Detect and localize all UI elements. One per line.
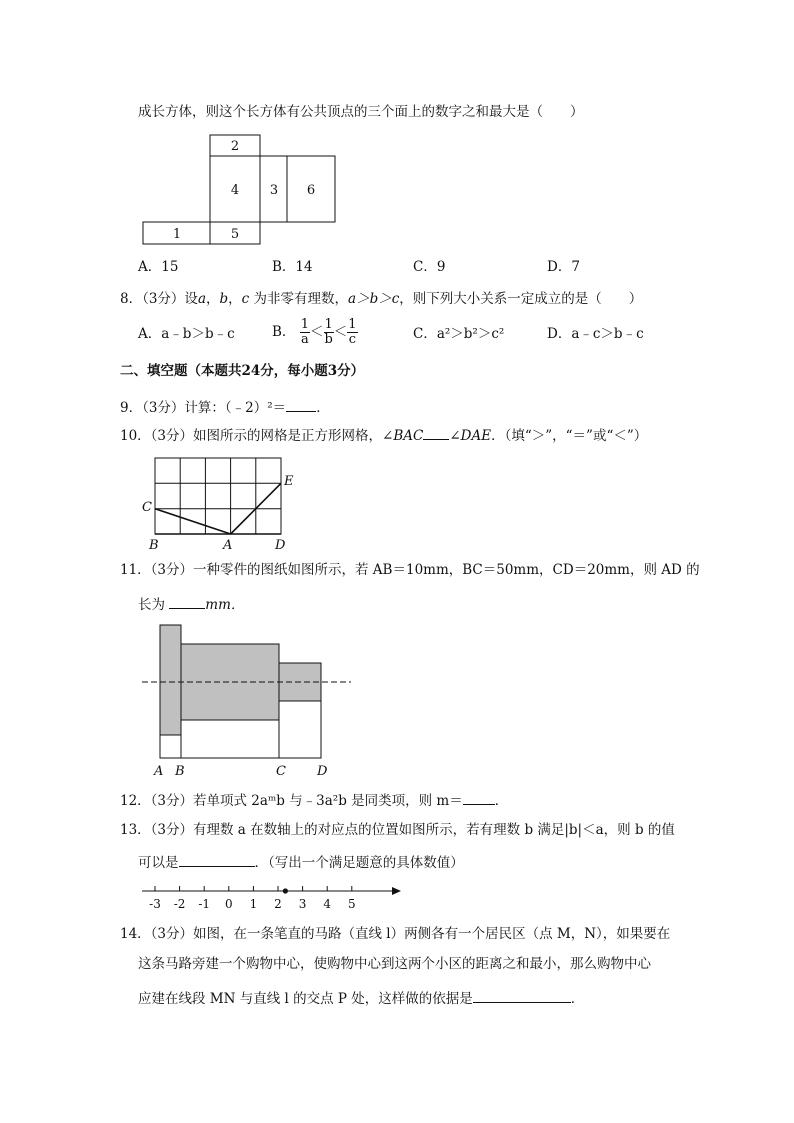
net-label: 4: [230, 183, 240, 198]
q8-option-c: C．a²＞b²＞c²: [413, 326, 505, 342]
point-label: E: [284, 474, 294, 489]
q7-option-d: D．7: [547, 259, 580, 275]
q8-option-a: A．a﹣b＞b﹣c: [138, 326, 235, 342]
number-line: [138, 880, 408, 914]
q13-line1: 13．（3分）有理数 a 在数轴上的对应点的位置如图所示，若有理数 b 满足|b|＜a，则 b 的值: [120, 822, 675, 838]
point-label: D: [275, 538, 286, 553]
q7-option-a: A．15: [138, 259, 179, 275]
arrow-head: [392, 887, 401, 895]
q14-line1: 14．（3分）如图，在一条笔直的马路（直线 l）两侧各有一个居民区（点 M，N），如果要在: [120, 926, 671, 942]
q11-line2: 长为 mm．: [138, 594, 244, 614]
tick-label: -2: [173, 897, 186, 911]
q8-option-d: D．a﹣c＞b﹣c: [547, 326, 644, 342]
point-label: B: [149, 538, 159, 553]
point-label: D: [317, 764, 328, 779]
tick-label: 2: [274, 897, 282, 911]
cube-net-figure: [140, 131, 340, 249]
tick-label: 5: [347, 897, 356, 911]
tick-label: 0: [224, 897, 233, 911]
segment-ca: [155, 509, 231, 534]
tick-label: -1: [198, 897, 211, 911]
q11-part-figure: [138, 620, 358, 782]
point-a-marker: [283, 888, 288, 893]
part-section-ab: [160, 625, 181, 735]
net-label: 2: [230, 139, 240, 154]
q9: 9．（3分）计算：（﹣2）²＝ ．: [120, 397, 330, 417]
q7-option-c: C．9: [413, 259, 446, 275]
net-label: 6: [306, 183, 316, 198]
point-label: B: [175, 764, 185, 779]
point-label: A: [223, 538, 233, 553]
tick-label: 3: [298, 897, 307, 911]
q8-option-b: B． $\frac{1}{a}$ ＜ $\frac{1}{b}$ ＜ $\frac{1}{c}$: [272, 317, 357, 347]
q12: 12．（3分）若单项式 2aᵐb 与﹣3a²b 是同类项，则 m＝ ．: [120, 790, 508, 810]
tick-label: -3: [149, 897, 161, 911]
q7-option-b: B．14: [272, 259, 313, 275]
point-label: C: [142, 500, 152, 515]
q14-line3: 应建在线段 MN 与直线 l 的交点 P 处，这样做的依据是 ．: [138, 988, 584, 1008]
net-label: 5: [230, 227, 240, 242]
q7-stem: 成长方体，则这个长方体有公共顶点的三个面上的数字之和最大是（ ）: [138, 104, 584, 120]
q11-line1: 11．（3分）一种零件的图纸如图所示，若 AB＝10mm，BC＝50mm，CD＝20mm，则 AD 的: [120, 562, 700, 578]
q10-stem: 10．（3分）如图所示的网格是正方形网格，∠BAC ∠DAE．（填“＞”，“＝”或“＜”）: [120, 425, 647, 445]
tick-label: 1: [249, 897, 258, 911]
q8-stem: 8．（3分）设a，b，c 为非零有理数，a＞b＞c，则下列大小关系一定成立的是（ ）: [120, 291, 643, 307]
point-label: A: [154, 764, 164, 779]
net-label: 1: [172, 227, 182, 242]
tick-label: 4: [323, 897, 332, 911]
section-heading: 二、填空题（本题共24分，每小题3分）: [120, 363, 365, 379]
q10-grid-figure: [138, 454, 308, 554]
q14-line2: 这条马路旁建一个购物中心，使购物中心到这两个小区的距离之和最小，那么购物中心: [138, 956, 651, 972]
q13-line2: 可以是 ．（写出一个满足题意的具体数值）: [138, 852, 464, 872]
point-label: C: [276, 764, 286, 779]
net-label: 3: [269, 183, 279, 198]
